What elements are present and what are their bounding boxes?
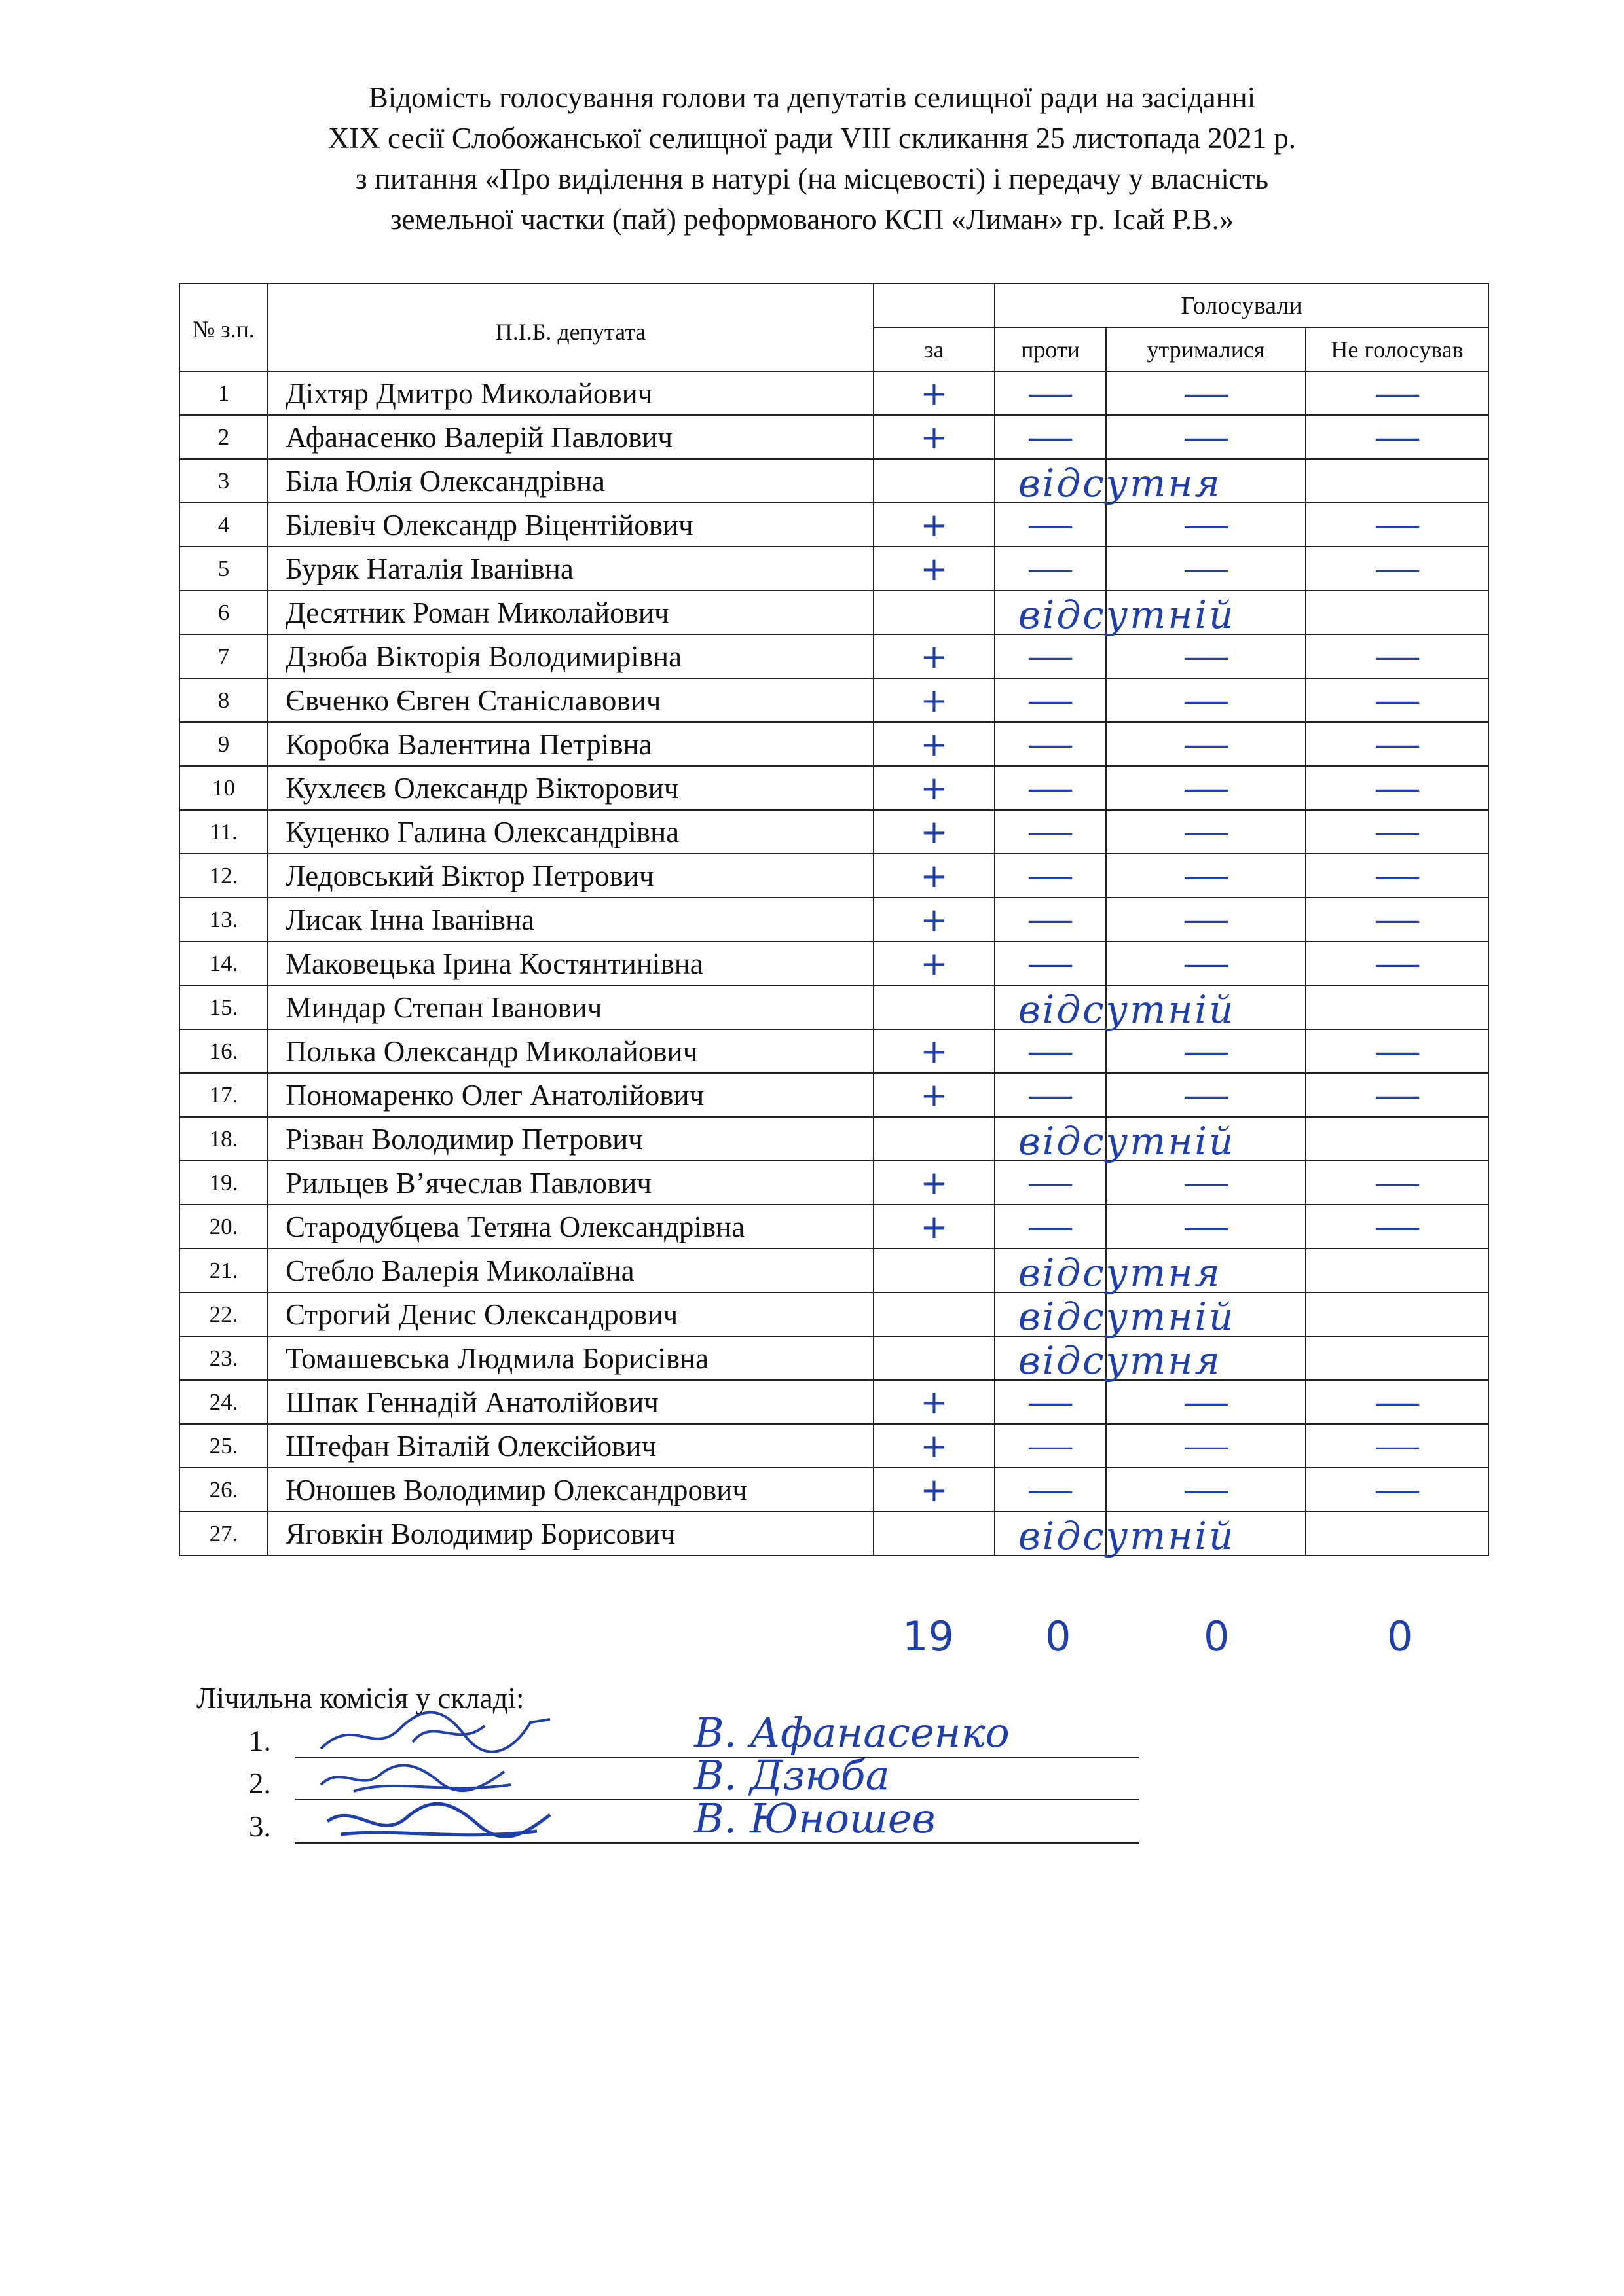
deputy-name: Юношев Володимир Олександрович [268,1468,874,1512]
vote-cell-not-voted [1306,503,1488,547]
vote-cell-not-voted [1306,459,1488,503]
plus-mark: + [920,856,948,895]
row-number: 26. [179,1468,268,1512]
table-row [179,678,1488,722]
table-row [179,810,1488,854]
title-line-1: Відомість голосування голови та депутатів селищної ради на засіданні [368,81,1256,114]
vote-cell-abstained [1106,1468,1306,1512]
handwritten-name-3: В. Юношев [694,1795,936,1842]
plus-mark: + [920,374,948,412]
row-number: 11. [179,810,268,854]
table-row [179,985,1488,1029]
deputy-name: Полька Олександр Миколайович [268,1029,874,1073]
dash-mark: — [1373,1077,1422,1113]
deputy-name: Яговкін Володимир Борисович [268,1512,874,1556]
deputy-name: Десятник Роман Миколайович [268,591,874,634]
deputy-name: Куценко Галина Олександрівна [268,810,874,854]
dash-mark: — [1026,682,1075,718]
header-abstained: утрималися [1106,327,1306,371]
vote-cell-for [874,1380,995,1424]
vote-cell-abstained [1106,1161,1306,1205]
plus-mark: + [920,418,948,456]
vote-cell-not-voted [1306,766,1488,810]
vote-cell-abstained [1106,1380,1306,1424]
vote-cell-not-voted [1306,634,1488,678]
header-for: за [874,327,995,371]
vote-cell-for [874,1073,995,1117]
dash-mark: — [1181,507,1230,543]
vote-cell-abstained [1106,941,1306,985]
table-row [179,634,1488,678]
dash-mark: — [1026,726,1075,762]
vote-cell-not-voted [1306,941,1488,985]
vote-cell-for [874,1117,1236,1163]
dash-mark: — [1373,1384,1422,1420]
dash-mark: — [1026,419,1075,455]
vote-cell-for [874,503,995,547]
dash-mark: — [1181,1165,1230,1201]
vote-cell-not-voted [1306,722,1488,766]
vote-cell-abstained [1106,854,1306,898]
title-line-3: з питання «Про виділення в натурі (на місцевості) і передачу у власність [355,162,1269,195]
vote-cell-abstained [1106,898,1306,941]
absent-note: відсутній [1018,987,1236,1032]
total-abstained: 0 [1204,1613,1230,1660]
deputy-name: Штефан Віталій Олексійович [268,1424,874,1468]
deputy-name: Строгий Денис Олександрович [268,1292,874,1336]
document-title [196,77,1428,240]
header-num: № з.п. [179,283,268,371]
table-row [179,1512,1488,1556]
deputy-name: Діхтяр Дмитро Миколайович [268,371,874,415]
dash-mark: — [1026,1428,1075,1464]
vote-cell-for [874,1205,995,1248]
vote-cell-against [995,1161,1106,1205]
dash-mark: — [1026,551,1075,587]
dash-mark: — [1373,551,1422,587]
vote-cell-for [874,1424,995,1468]
vote-cell-abstained [1106,1073,1306,1117]
table-row [179,941,1488,985]
row-number: 16. [179,1029,268,1073]
vote-cell-for [874,854,995,898]
total-against: 0 [1045,1613,1071,1660]
vote-cell-not-voted [1306,1424,1488,1468]
vote-cell-not-voted [1306,1117,1488,1161]
deputy-name: Білевіч Олександр Віцентійович [268,503,874,547]
table-row [179,1468,1488,1512]
row-number: 20. [179,1205,268,1248]
row-number: 15. [179,985,268,1029]
table-row [179,1161,1488,1205]
commission-member-3 [249,1795,1139,1844]
row-number: 2 [179,415,268,459]
row-number: 13. [179,898,268,941]
dash-mark: — [1181,902,1230,938]
row-number: 8 [179,678,268,722]
deputy-name: Коробка Валентина Петрівна [268,722,874,766]
vote-cell-not-voted [1306,547,1488,591]
plus-mark: + [920,725,948,763]
dash-mark: — [1373,726,1422,762]
row-number: 24. [179,1380,268,1424]
vote-cell-for [874,1512,1236,1558]
vote-cell-abstained [1106,722,1306,766]
vote-cell-abstained [1106,1205,1306,1248]
table-row [179,1292,1488,1336]
dash-mark: — [1026,1033,1075,1069]
vote-cell-not-voted [1306,1292,1488,1336]
absent-note: відсутня [1018,461,1222,505]
absent-note: відсутній [1018,592,1236,637]
dash-mark: — [1026,1384,1075,1420]
dash-mark: — [1181,375,1230,411]
dash-mark: — [1026,1472,1075,1508]
vote-cell-for [874,371,995,415]
vote-cell-not-voted [1306,1380,1488,1424]
row-number: 14. [179,941,268,985]
dash-mark: — [1026,770,1075,806]
vote-cell-for [874,985,1236,1032]
vote-cell-against [995,415,1106,459]
row-number: 7 [179,634,268,678]
vote-cell-not-voted [1306,1161,1488,1205]
vote-cell-for [874,1029,995,1073]
row-number: 27. [179,1512,268,1556]
handwritten-name-2: В. Дзюба [694,1751,890,1799]
dash-mark: — [1373,770,1422,806]
dash-mark: — [1026,375,1075,411]
dash-mark: — [1181,682,1230,718]
vote-cell-for [874,1336,1222,1383]
plus-mark: + [920,1383,948,1421]
vote-cell-not-voted [1306,854,1488,898]
table-row [179,854,1488,898]
plus-mark: + [920,1163,948,1202]
deputy-name: Кухлєєв Олександр Вікторович [268,766,874,810]
vote-cell-abstained [1106,1424,1306,1468]
vote-cell-for [874,1292,1236,1339]
table-row [179,1424,1488,1468]
deputy-name: Маковецька Ірина Костянтинівна [268,941,874,985]
dash-mark: — [1373,814,1422,850]
absent-note: відсутній [1018,1294,1236,1339]
plus-mark: + [920,549,948,588]
vote-cell-not-voted [1306,1248,1488,1292]
row-number: 17. [179,1073,268,1117]
dash-mark: — [1373,682,1422,718]
dash-mark: — [1181,814,1230,850]
dash-mark: — [1373,945,1422,981]
row-number: 23. [179,1336,268,1380]
row-number: 21. [179,1248,268,1292]
row-number: 4 [179,503,268,547]
dash-mark: — [1026,945,1075,981]
vote-cell-for [874,766,995,810]
vote-cell-against [995,766,1106,810]
vote-cell-for [874,1161,995,1205]
member-number: 3. [249,1810,271,1843]
table-row [179,415,1488,459]
total-for: 19 [902,1613,954,1660]
table-row [179,503,1488,547]
table-header-row [179,283,1488,327]
dash-mark: — [1026,902,1075,938]
vote-cell-not-voted [1306,1073,1488,1117]
vote-cell-not-voted [1306,1512,1488,1556]
deputy-name: Стебло Валерія Миколаївна [268,1248,874,1292]
dash-mark: — [1181,1384,1230,1420]
deputy-name: Афанасенко Валерій Павлович [268,415,874,459]
vote-cell-for [874,810,995,854]
table-row [179,547,1488,591]
vote-cell-against [995,722,1106,766]
row-number: 12. [179,854,268,898]
vote-cell-for [874,1248,1222,1295]
dash-mark: — [1373,858,1422,894]
plus-mark: + [920,900,948,939]
deputy-name: Лисак Інна Іванівна [268,898,874,941]
vote-cell-for [874,415,995,459]
deputy-name: Ледовський Віктор Петрович [268,854,874,898]
dash-mark: — [1181,1033,1230,1069]
vote-cell-for [874,941,995,985]
row-number: 5 [179,547,268,591]
deputy-name: Пономаренко Олег Анатолійович [268,1073,874,1117]
dash-mark: — [1373,375,1422,411]
header-voted: Голосували [995,283,1488,327]
vote-cell-not-voted [1306,678,1488,722]
total-not-voted: 0 [1387,1613,1413,1660]
vote-cell-not-voted [1306,1205,1488,1248]
vote-cell-abstained [1106,371,1306,415]
table-row [179,766,1488,810]
deputy-name: Біла Юлія Олександрівна [268,459,874,503]
deputy-name: Шпак Геннадій Анатолійович [268,1380,874,1424]
vote-cell-for [874,634,995,678]
plus-mark: + [920,769,948,807]
vote-cell-not-voted [1306,371,1488,415]
vote-cell-against [995,1424,1106,1468]
plus-mark: + [920,1076,948,1114]
table-row [179,591,1488,634]
dash-mark: — [1181,1077,1230,1113]
vote-cell-not-voted [1306,415,1488,459]
table-row [179,1117,1488,1161]
row-number: 22. [179,1292,268,1336]
row-number: 10 [179,766,268,810]
plus-mark: + [920,637,948,676]
vote-cell-abstained [1106,766,1306,810]
deputy-name: Євченко Євген Станіславович [268,678,874,722]
dash-mark: — [1026,507,1075,543]
table-row [179,1029,1488,1073]
dash-mark: — [1181,726,1230,762]
dash-mark: — [1181,551,1230,587]
table-row [179,371,1488,415]
deputy-name: Рильцев В’ячеслав Павлович [268,1161,874,1205]
dash-mark: — [1181,770,1230,806]
header-not-voted: Не голосував [1306,327,1488,371]
dash-mark: — [1373,638,1422,674]
dash-mark: — [1373,419,1422,455]
vote-cell-not-voted [1306,1468,1488,1512]
vote-cell-against [995,1205,1106,1248]
table-row [179,459,1488,503]
vote-cell-not-voted [1306,591,1488,634]
table-row [179,1248,1488,1292]
counting-commission-label: Лічильна комісія у складі: [196,1682,525,1715]
vote-cell-not-voted [1306,1029,1488,1073]
table-row [179,1336,1488,1380]
deputy-name: Миндар Степан Іванович [268,985,874,1029]
absent-note: відсутній [1018,1119,1236,1163]
dash-mark: — [1181,1428,1230,1464]
table-row [179,898,1488,941]
vote-cell-abstained [1106,810,1306,854]
dash-mark: — [1181,1209,1230,1245]
absent-note: відсутня [1018,1338,1222,1383]
dash-mark: — [1026,638,1075,674]
vote-cell-for [874,898,995,941]
dash-mark: — [1026,1077,1075,1113]
deputy-name: Дзюба Вікторія Володимирівна [268,634,874,678]
row-number: 9 [179,722,268,766]
row-number: 19. [179,1161,268,1205]
dash-mark: — [1373,507,1422,543]
vote-cell-not-voted [1306,1336,1488,1380]
table-row [179,722,1488,766]
row-number: 25. [179,1424,268,1468]
row-number: 3 [179,459,268,503]
deputy-name: Томашевська Людмила Борисівна [268,1336,874,1380]
plus-mark: + [920,681,948,720]
dash-mark: — [1181,858,1230,894]
signature-3 [314,1789,589,1848]
vote-cell-abstained [1106,634,1306,678]
vote-cell-for [874,591,1236,637]
table-row [179,1205,1488,1248]
vote-cell-for [874,678,995,722]
header-against: проти [995,327,1106,371]
vote-cell-not-voted [1306,985,1488,1029]
dash-mark: — [1181,419,1230,455]
voting-table [179,283,1489,1556]
deputy-name: Різван Володимир Петрович [268,1117,874,1161]
vote-cell-against [995,1380,1106,1424]
member-number: 2. [249,1767,271,1800]
absent-note: відсутня [1018,1250,1222,1295]
plus-mark: + [920,1207,948,1246]
dash-mark: — [1373,902,1422,938]
row-number: 1 [179,371,268,415]
vote-cell-abstained [1106,547,1306,591]
member-number: 1. [249,1724,271,1757]
row-number: 18. [179,1117,268,1161]
dash-mark: — [1026,858,1075,894]
row-number: 6 [179,591,268,634]
vote-cell-against [995,634,1106,678]
vote-cell-abstained [1106,1029,1306,1073]
plus-mark: + [920,505,948,544]
deputy-name: Стародубцева Тетяна Олександрівна [268,1205,874,1248]
dash-mark: — [1373,1428,1422,1464]
dash-mark: — [1181,1472,1230,1508]
dash-mark: — [1181,638,1230,674]
table-row [179,1380,1488,1424]
title-line-4: земельної частки (пай) реформованого КСП «Лиман» гр. Ісай Р.В.» [390,203,1234,236]
vote-cell-for [874,459,1222,505]
header-name: П.І.Б. депутата [268,283,874,371]
plus-mark: + [920,1427,948,1465]
title-line-2: XIX сесії Слобожанської селищної ради VIII скликання 25 листопада 2021 р. [327,122,1297,155]
vote-cell-for [874,547,995,591]
vote-cell-against [995,678,1106,722]
plus-mark: + [920,1032,948,1070]
handwritten-name-1: В. Афанасенко [694,1709,1010,1757]
vote-cell-against [995,941,1106,985]
vote-cell-abstained [1106,678,1306,722]
vote-totals [0,1613,1624,1665]
dash-mark: — [1026,814,1075,850]
absent-note: відсутній [1018,1514,1236,1558]
vote-cell-not-voted [1306,810,1488,854]
vote-cell-abstained [1106,415,1306,459]
dash-mark: — [1026,1209,1075,1245]
vote-cell-against [995,547,1106,591]
vote-cell-for [874,722,995,766]
dash-mark: — [1373,1472,1422,1508]
table-row [179,1073,1488,1117]
dash-mark: — [1373,1209,1422,1245]
plus-mark: + [920,944,948,983]
vote-cell-against [995,854,1106,898]
dash-mark: — [1373,1033,1422,1069]
dash-mark: — [1181,945,1230,981]
vote-cell-against [995,503,1106,547]
plus-mark: + [920,1470,948,1509]
dash-mark: — [1026,1165,1075,1201]
dash-mark: — [1373,1165,1422,1201]
vote-cell-against [995,371,1106,415]
vote-cell-abstained [1106,503,1306,547]
header-empty [874,283,995,327]
vote-cell-against [995,810,1106,854]
vote-cell-for [874,1468,995,1512]
vote-cell-against [995,1468,1106,1512]
deputy-name: Буряк Наталія Іванівна [268,547,874,591]
plus-mark: + [920,812,948,851]
vote-cell-against [995,1073,1106,1117]
vote-cell-against [995,898,1106,941]
vote-cell-not-voted [1306,898,1488,941]
vote-cell-against [995,1029,1106,1073]
